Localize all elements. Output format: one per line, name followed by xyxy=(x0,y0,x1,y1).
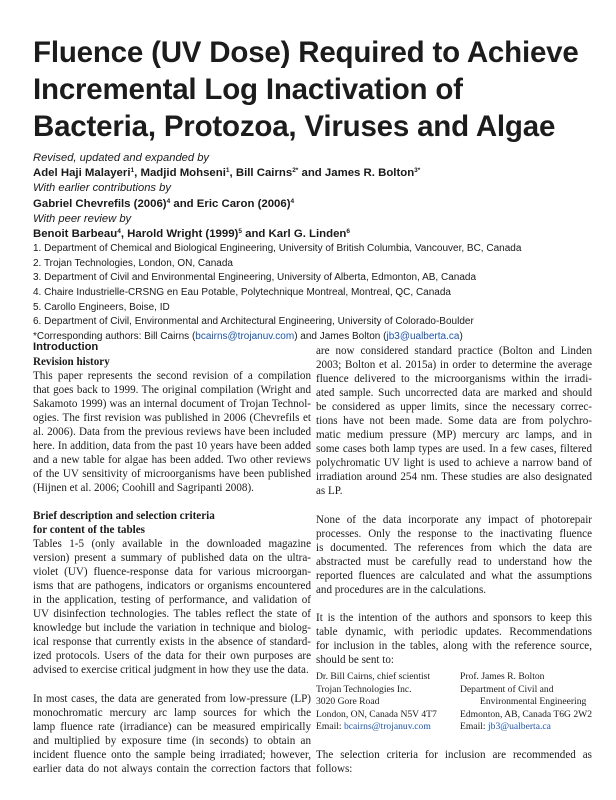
paragraph-gap xyxy=(316,499,592,513)
text-line: Tables 1-5 (only available in the downloaded magazine xyxy=(33,538,311,551)
text-line: reported fluences are calculated and what the assumptions xyxy=(316,569,592,582)
contact-name: Prof. James R. Bolton xyxy=(460,670,545,682)
text-line: should be sent to: xyxy=(316,653,394,666)
text-line: violet (UV) fluence-response data for various microorgan- xyxy=(33,566,311,579)
text-line: table dynamic, with periodic updates. Recommendations xyxy=(316,625,592,638)
text-line: It is the intention of the authors and sponsors to keep this xyxy=(316,611,592,624)
text-line: and multiplied by exposure time (in seconds) to obtain an xyxy=(33,734,311,747)
text-line: is documented. The references from which the data are xyxy=(316,541,592,554)
contributor-name: and Eric Caron (2006) xyxy=(170,197,291,210)
contributor-name: Gabriel Chevrefils (2006) xyxy=(33,197,167,210)
author-mark: 1 xyxy=(130,167,135,175)
text-line: This paper represents the second revision of a compilation xyxy=(33,369,311,382)
text-line: In most cases, the data are generated from low-pressure (LP) xyxy=(33,692,311,705)
paragraph-gap xyxy=(33,495,311,509)
peer-reviewers xyxy=(33,227,593,242)
text-line: abstracted must be carefully read to understand how the xyxy=(316,555,592,568)
contact-email xyxy=(460,721,592,734)
text-line: incident fluence onto the sample being irradiated; however, xyxy=(33,748,311,761)
reviewer-name: and Karl G. Linden xyxy=(241,228,347,241)
affiliation: 4. Chaire Industrielle-CRSNG en Eau Potable, Polytechnique Montreal, Montreal, QC, Canada xyxy=(33,287,451,298)
paper-title xyxy=(33,34,593,145)
text-line: fluence delivered to the microorganisms within the irradi- xyxy=(316,373,592,386)
affiliation: 3. Department of Civil and Environmental Engineering, University of Alberta, Edmonton, AB, Canada xyxy=(33,272,477,284)
text-line: ical response that currently exists in the absence of standard- xyxy=(33,636,311,649)
text-line: knowledge but include the variation in technique and biolog- xyxy=(33,622,311,635)
peer-review-label: With peer review by xyxy=(33,212,132,225)
author-list xyxy=(33,166,593,181)
contact-address: Edmonton, AB, Canada T6G 2W2 xyxy=(460,708,592,720)
paragraph xyxy=(316,611,592,667)
text-line: of the UV sensitivity of microorganisms have been published xyxy=(33,467,311,480)
affiliation: 6. Department of Civil, Environmental and Architectural Engineering, University of Colorado-Boulder xyxy=(33,316,474,328)
text-line: matic medium pressure (MP) mercury arc lamps, and in xyxy=(316,429,592,442)
contributor-mark: 4 xyxy=(290,197,295,205)
reviewer-mark: 6 xyxy=(346,228,351,236)
paragraph xyxy=(33,369,311,495)
text-line: that goes back to 1999. The original compilation (Wright and xyxy=(33,383,311,396)
text-line: (Hijnen et al. 2006; Coohill and Sagripanti 2008). xyxy=(33,481,254,494)
contact-address: 3020 Gore Road xyxy=(316,696,380,708)
text-line: be considered as upper limits, since the necessary correc- xyxy=(316,401,592,414)
text-line: isms that are pathogens, indicators or organisms encountered xyxy=(33,580,311,593)
subsection-heading: Brief description and selection criteria xyxy=(33,509,215,522)
text-line: UV disinfection technologies. The tables reflect the state of xyxy=(33,608,311,621)
corresponding-text: ) and James Bolton ( xyxy=(294,330,387,342)
text-line: ogies. The first revision was published in 2006 (Chevrefils et xyxy=(33,411,311,424)
right-column xyxy=(316,344,592,776)
title-line: Bacteria, Protozoa, Viruses and Algae xyxy=(33,110,556,143)
contact-block xyxy=(316,671,592,734)
text-line: ized protocols. Users of the data for their own purposes are xyxy=(33,650,311,663)
text-line: 2003; Bolton et al. 2015a) in order to determine the average xyxy=(316,359,592,372)
paragraph xyxy=(33,692,311,776)
text-line: tions have not been made. Some data are from polychro- xyxy=(316,415,592,428)
text-line: monochromatic mercury arc lamp sources for which the xyxy=(33,706,311,719)
text-line: here. In addition, data from the past 10 years have been added xyxy=(33,439,311,452)
contact-email xyxy=(316,721,437,734)
title-line: Incremental Log Inactivation of xyxy=(33,73,463,106)
email-link[interactable]: jb3@ualberta.ca xyxy=(386,330,460,342)
author-name: and James R. Bolton xyxy=(298,167,415,180)
contact-org: Department of Civil and xyxy=(460,683,554,695)
contact-cairns xyxy=(316,671,437,734)
text-line: as LP. xyxy=(316,485,343,498)
email-link[interactable]: bcairns@trojanuv.com xyxy=(343,721,431,733)
text-line: None of the data incorporate any impact of photorepair xyxy=(316,513,592,526)
contact-org: Trojan Technologies Inc. xyxy=(316,683,412,695)
contact-org: Environmental Engineering xyxy=(480,696,587,708)
paragraph xyxy=(316,748,592,776)
author-name: , Bill Cairns xyxy=(229,167,293,180)
text-line: and a new table for algae has been added. Two other reviews xyxy=(33,453,311,466)
text-line: for inclusion in the tables, along with the reference source, xyxy=(316,639,592,652)
email-label: Email: xyxy=(316,721,344,733)
paragraph xyxy=(316,344,592,499)
earlier-contributions-label: With earlier contributions by xyxy=(33,182,171,195)
author-mark: 3* xyxy=(414,167,421,175)
reviewer-name: , Harold Wright (1999) xyxy=(120,228,239,241)
text-line: in the application, testing of performance, and validation of xyxy=(33,594,311,607)
email-label: Email: xyxy=(460,721,488,733)
paragraph xyxy=(33,537,311,677)
affiliation: 2. Trojan Technologies, London, ON, Canada xyxy=(33,257,233,269)
affiliation: 5. Carollo Engineers, Boise, ID xyxy=(33,301,170,313)
paragraph-gap xyxy=(33,678,311,692)
text-line: al. 2006). Data from the previous reviews have been included xyxy=(33,425,311,438)
text-line: earlier data do not always contain the correction factors that xyxy=(33,762,311,775)
author-mark: 2* xyxy=(292,167,299,175)
email-link[interactable]: bcairns@trojanuv.com xyxy=(195,330,295,342)
author-mark: 1 xyxy=(225,167,230,175)
text-line: Sakamoto 1999) was an internal document of Trojan Technol- xyxy=(33,397,311,410)
revised-label: Revised, updated and expanded by xyxy=(33,152,210,164)
earlier-contributors xyxy=(33,197,593,212)
paragraph-gap xyxy=(316,734,592,748)
left-column xyxy=(33,340,311,776)
reviewer-name: Benoit Barbeau xyxy=(33,228,118,241)
contact-name: Dr. Bill Cairns, chief scientist xyxy=(316,670,431,682)
contact-bolton xyxy=(460,671,592,734)
text-line: advised to exercise critical judgment in how they use the data. xyxy=(33,664,309,677)
corresponding-text: ) xyxy=(459,330,463,342)
text-line: are now considered standard practice (Bolton and Linden xyxy=(316,345,592,357)
text-line: and procedures are in the calculations. xyxy=(316,583,487,596)
text-line: The selection criteria for inclusion are recommended as xyxy=(316,748,592,761)
text-line: polychromatic UV light is used to achieve a narrow band of xyxy=(316,457,592,470)
subsection-heading: for content of the tables xyxy=(33,524,145,537)
email-link[interactable]: jb3@ualberta.ca xyxy=(487,721,551,733)
text-line: some cases both lamp types are used. In a few cases, filtered xyxy=(316,443,592,456)
corresponding-text: *Corresponding authors: Bill Cairns ( xyxy=(33,330,196,342)
affiliation: 1. Department of Chemical and Biological Engineering, University of British Columbia, Vancouver, BC, Canada xyxy=(33,243,522,255)
subsection-heading: Revision history xyxy=(33,355,110,368)
author-name: , Madjid Mohseni xyxy=(134,167,226,180)
contributor-mark: 4 xyxy=(166,197,171,205)
text-line: version) present a summary of published data on the ultra- xyxy=(33,552,311,565)
text-line: irradiation around 254 nm. These studies are also designated xyxy=(316,471,592,484)
text-line: processes. Only the response to the inactivating fluence xyxy=(316,527,592,540)
text-line: ated sample. Such uncorrected data are marked and should xyxy=(316,387,592,400)
text-line: lamp fluence rate (irradiance) can be measured empirically xyxy=(33,720,311,733)
contact-address: London, ON, Canada N5V 4T7 xyxy=(316,708,437,720)
reviewer-mark: 4 xyxy=(117,228,121,236)
paragraph xyxy=(316,513,592,597)
title-line: Fluence (UV Dose) Required to Achieve xyxy=(33,36,579,69)
paragraph-gap xyxy=(316,597,592,611)
section-heading: Introduction xyxy=(33,341,99,353)
author-block xyxy=(33,151,593,344)
author-name: Adel Haji Malayeri xyxy=(33,167,131,180)
reviewer-mark: 5 xyxy=(238,228,242,236)
text-line: follows: xyxy=(316,763,353,775)
